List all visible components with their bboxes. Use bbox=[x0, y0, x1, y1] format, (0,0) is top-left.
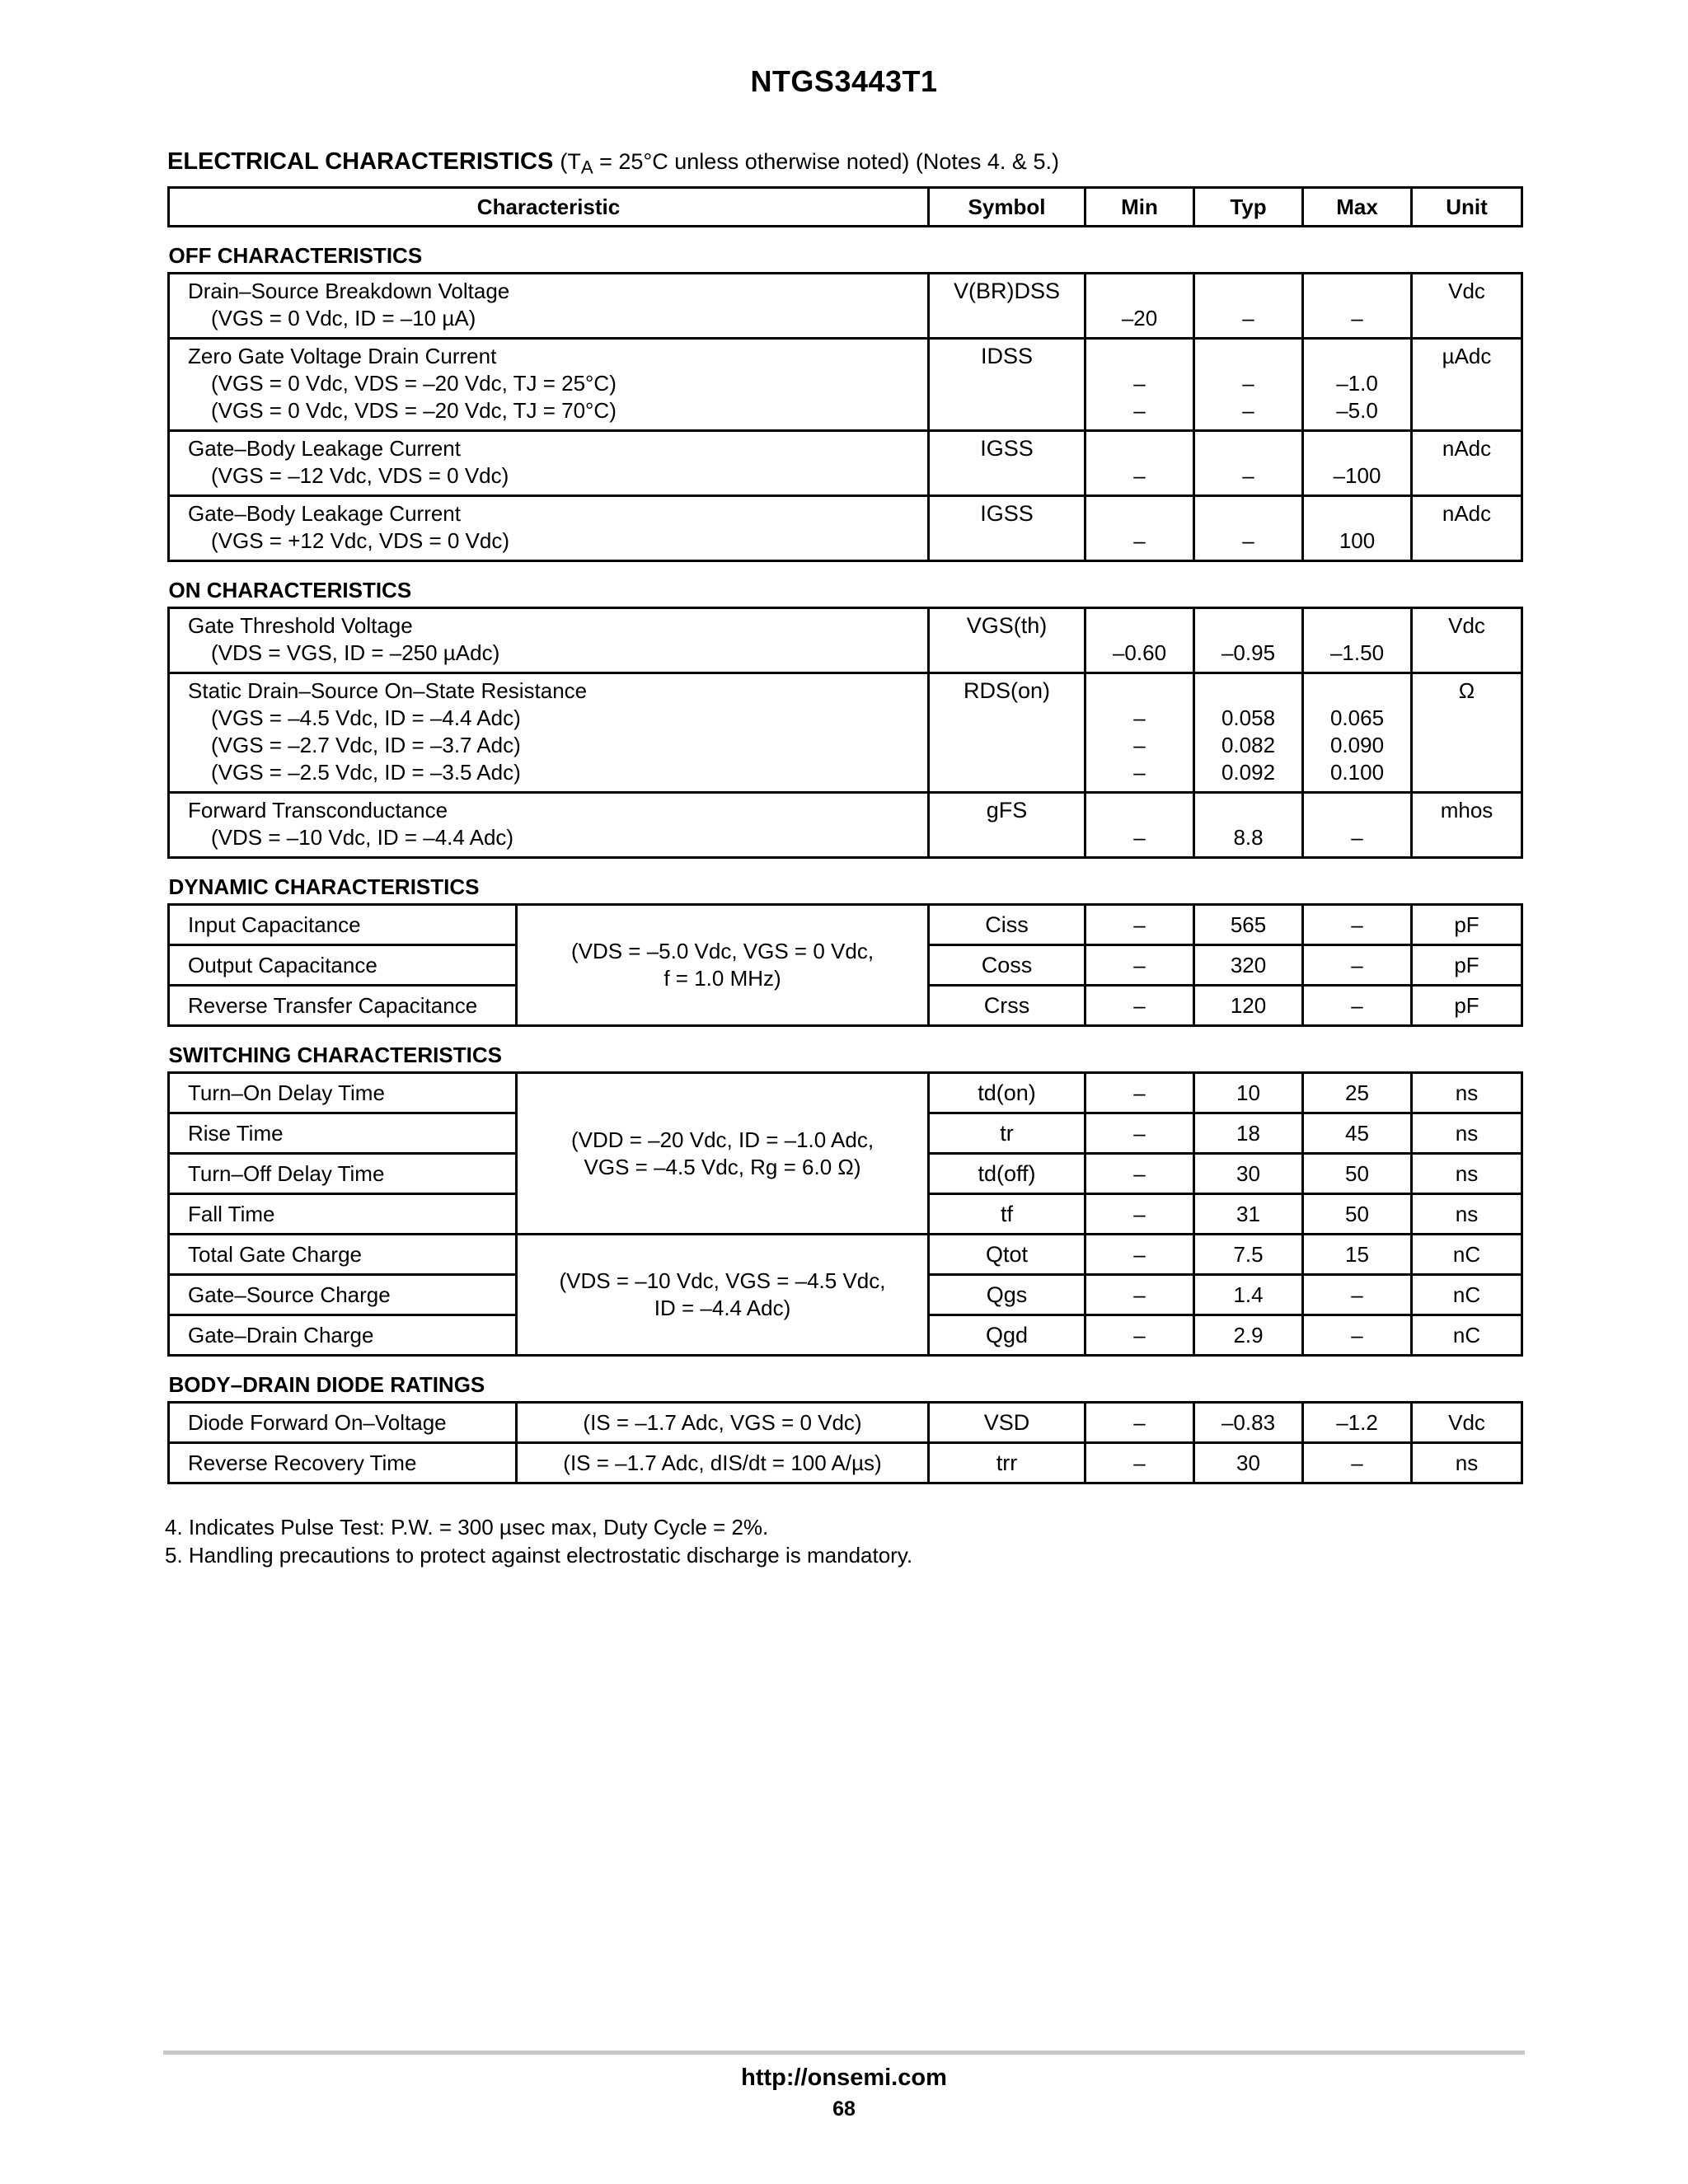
max-value: 0.090 bbox=[1329, 733, 1385, 757]
table-row bbox=[169, 1073, 1522, 1113]
typ-value: 0.092 bbox=[1221, 760, 1276, 785]
test-condition: (VDS = –5.0 Vdc, VGS = 0 Vdc, f = 1.0 MHz) bbox=[517, 905, 929, 1026]
max-value: – bbox=[1351, 825, 1363, 850]
unit-cell: nC bbox=[1412, 1315, 1522, 1356]
min-value: – bbox=[1085, 986, 1194, 1026]
column-header-typ: Typ bbox=[1194, 188, 1303, 227]
param-name: Drain–Source Breakdown Voltage bbox=[188, 279, 510, 303]
unit-cell: nC bbox=[1412, 1235, 1522, 1275]
test-condition: (VGS = +12 Vdc, VDS = 0 Vdc) bbox=[211, 528, 510, 553]
param-name: Gate–Drain Charge bbox=[169, 1315, 517, 1356]
symbol-cell: Qtot bbox=[929, 1235, 1085, 1275]
min-value: – bbox=[1133, 371, 1146, 396]
symbol-cell: Crss bbox=[929, 986, 1085, 1026]
param-name: Diode Forward On–Voltage bbox=[169, 1403, 517, 1443]
table-row bbox=[169, 673, 1522, 793]
param-name: Reverse Transfer Capacitance bbox=[169, 986, 517, 1026]
unit-cell: ns bbox=[1412, 1073, 1522, 1113]
typ-value: 30 bbox=[1194, 1443, 1303, 1483]
symbol-cell: IDSS bbox=[929, 339, 1085, 431]
typ-value: 18 bbox=[1194, 1113, 1303, 1154]
table-row bbox=[169, 274, 1522, 339]
param-name: Reverse Recovery Time bbox=[169, 1443, 517, 1483]
symbol-cell: VSD bbox=[929, 1403, 1085, 1443]
min-value: – bbox=[1085, 1275, 1194, 1315]
min-value: – bbox=[1133, 705, 1146, 730]
unit-cell: pF bbox=[1412, 905, 1522, 945]
max-value: – bbox=[1351, 306, 1363, 330]
table-row bbox=[169, 431, 1522, 496]
param-name: Static Drain–Source On–State Resistance bbox=[188, 678, 588, 703]
symbol-cell: td(off) bbox=[929, 1154, 1085, 1194]
footer-divider bbox=[163, 2050, 1525, 2055]
test-condition: (VDS = –10 Vdc, ID = –4.4 Adc) bbox=[211, 825, 514, 850]
unit-cell: µAdc bbox=[1412, 339, 1522, 431]
test-condition: (IS = –1.7 Adc, dIS/dt = 100 A/µs) bbox=[517, 1443, 929, 1483]
unit-cell: ns bbox=[1412, 1154, 1522, 1194]
typ-value: 120 bbox=[1194, 986, 1303, 1026]
max-value: –1.2 bbox=[1303, 1403, 1412, 1443]
unit-cell: Ω bbox=[1412, 673, 1522, 793]
param-name: Fall Time bbox=[169, 1194, 517, 1235]
min-value: – bbox=[1085, 1194, 1194, 1235]
symbol-cell: Coss bbox=[929, 945, 1085, 986]
min-value: – bbox=[1085, 1073, 1194, 1113]
section-heading bbox=[167, 148, 1059, 176]
typ-value: 31 bbox=[1194, 1194, 1303, 1235]
symbol-cell: RDS(on) bbox=[929, 673, 1085, 793]
typ-value: 8.8 bbox=[1233, 825, 1264, 850]
symbol-cell: Ciss bbox=[929, 905, 1085, 945]
typ-value: 565 bbox=[1194, 905, 1303, 945]
table-header-row bbox=[169, 188, 1522, 227]
typ-value: – bbox=[1242, 398, 1254, 423]
max-value: – bbox=[1303, 986, 1412, 1026]
symbol-cell: V(BR)DSS bbox=[929, 274, 1085, 339]
param-name: Zero Gate Voltage Drain Current bbox=[188, 344, 497, 368]
electrical-characteristics-table bbox=[167, 186, 1523, 1484]
max-value: – bbox=[1303, 1443, 1412, 1483]
param-name: Input Capacitance bbox=[169, 905, 517, 945]
max-value: 15 bbox=[1303, 1235, 1412, 1275]
typ-value: –0.95 bbox=[1221, 640, 1276, 665]
category-dynamic-characteristics: DYNAMIC CHARACTERISTICS bbox=[168, 874, 480, 899]
min-value: – bbox=[1085, 905, 1194, 945]
param-name: Total Gate Charge bbox=[169, 1235, 517, 1275]
max-value: –1.50 bbox=[1329, 640, 1385, 665]
footnotes bbox=[165, 1513, 912, 1569]
test-condition: (IS = –1.7 Adc, VGS = 0 Vdc) bbox=[517, 1403, 929, 1443]
min-value: – bbox=[1085, 1154, 1194, 1194]
symbol-cell: Qgs bbox=[929, 1275, 1085, 1315]
max-value: –5.0 bbox=[1336, 398, 1378, 423]
footer-url-link[interactable]: http://onsemi.com bbox=[741, 2064, 947, 2091]
page-number: 68 bbox=[832, 2097, 856, 2121]
column-header-unit: Unit bbox=[1412, 188, 1522, 227]
max-value: 0.100 bbox=[1329, 760, 1385, 785]
typ-value: – bbox=[1242, 463, 1254, 488]
max-value: –100 bbox=[1333, 463, 1381, 488]
max-value: 0.065 bbox=[1329, 705, 1385, 730]
min-value: – bbox=[1133, 760, 1146, 785]
symbol-cell: Qgd bbox=[929, 1315, 1085, 1356]
unit-cell: ns bbox=[1412, 1443, 1522, 1483]
symbol-cell: gFS bbox=[929, 793, 1085, 858]
param-name: Forward Transconductance bbox=[188, 798, 448, 823]
test-condition: (VGS = –12 Vdc, VDS = 0 Vdc) bbox=[211, 463, 509, 488]
symbol-cell: tr bbox=[929, 1113, 1085, 1154]
column-header-symbol: Symbol bbox=[929, 188, 1085, 227]
symbol-cell: IGSS bbox=[929, 496, 1085, 561]
symbol-cell: VGS(th) bbox=[929, 608, 1085, 673]
symbol-cell: IGSS bbox=[929, 431, 1085, 496]
unit-cell: nC bbox=[1412, 1275, 1522, 1315]
typ-value: 0.058 bbox=[1221, 705, 1276, 730]
min-value: – bbox=[1133, 733, 1146, 757]
unit-cell: Vdc bbox=[1412, 274, 1522, 339]
section-condition: ($T_A = 25^\circ C$ unless otherwise noted) (Notes 4. & 5.) bbox=[560, 149, 1059, 178]
table-row bbox=[169, 1443, 1522, 1483]
unit-cell: nAdc bbox=[1412, 431, 1522, 496]
category-switching-characteristics: SWITCHING CHARACTERISTICS bbox=[168, 1043, 502, 1067]
category-body-drain-diode-ratings: BODY–DRAIN DIODE RATINGS bbox=[168, 1372, 485, 1397]
min-value: –20 bbox=[1121, 306, 1158, 330]
unit-cell: pF bbox=[1412, 986, 1522, 1026]
test-condition: (VDS = –10 Vdc, VGS = –4.5 Vdc, ID = –4.4 Adc) bbox=[517, 1235, 929, 1356]
symbol-cell: td(on) bbox=[929, 1073, 1085, 1113]
unit-cell: ns bbox=[1412, 1113, 1522, 1154]
typ-value: – bbox=[1242, 306, 1254, 330]
symbol-cell: trr bbox=[929, 1443, 1085, 1483]
test-condition: (VDS = VGS, ID = –250 µAdc) bbox=[211, 640, 500, 665]
typ-value: 2.9 bbox=[1194, 1315, 1303, 1356]
max-value: 50 bbox=[1303, 1194, 1412, 1235]
param-name: Turn–On Delay Time bbox=[169, 1073, 517, 1113]
typ-value: 1.4 bbox=[1194, 1275, 1303, 1315]
typ-value: 10 bbox=[1194, 1073, 1303, 1113]
typ-value: 320 bbox=[1194, 945, 1303, 986]
typ-value: 30 bbox=[1194, 1154, 1303, 1194]
footnote-5: 5. Handling precautions to protect against electrostatic discharge is mandatory. bbox=[165, 1543, 913, 1568]
max-value: – bbox=[1303, 1315, 1412, 1356]
test-condition: (VGS = –2.7 Vdc, ID = –3.7 Adc) bbox=[211, 733, 521, 757]
max-value: 45 bbox=[1303, 1113, 1412, 1154]
param-name: Gate–Body Leakage Current bbox=[188, 501, 461, 526]
category-on-characteristics: ON CHARACTERISTICS bbox=[168, 578, 412, 602]
typ-value: 7.5 bbox=[1194, 1235, 1303, 1275]
min-value: – bbox=[1085, 1443, 1194, 1483]
footnote-4: 4. Indicates Pulse Test: P.W. = 300 µsec max, Duty Cycle = 2%. bbox=[165, 1515, 769, 1540]
min-value: – bbox=[1133, 398, 1146, 423]
column-header-min: Min bbox=[1085, 188, 1194, 227]
max-value: 50 bbox=[1303, 1154, 1412, 1194]
category-off-characteristics: OFF CHARACTERISTICS bbox=[168, 243, 423, 268]
min-value: – bbox=[1085, 1315, 1194, 1356]
typ-value: –0.83 bbox=[1194, 1403, 1303, 1443]
section-title: ELECTRICAL CHARACTERISTICS bbox=[167, 148, 554, 175]
param-name: Gate–Body Leakage Current bbox=[188, 436, 461, 461]
test-condition: (VGS = –2.5 Vdc, ID = –3.5 Adc) bbox=[211, 760, 521, 785]
typ-value: 0.082 bbox=[1221, 733, 1276, 757]
typ-value: – bbox=[1242, 371, 1254, 396]
unit-cell: pF bbox=[1412, 945, 1522, 986]
column-header-characteristic: Characteristic bbox=[169, 188, 929, 227]
min-value: –0.60 bbox=[1112, 640, 1167, 665]
table-row bbox=[169, 496, 1522, 561]
unit-cell: nAdc bbox=[1412, 496, 1522, 561]
max-value: –1.0 bbox=[1336, 371, 1378, 396]
test-condition: (VGS = 0 Vdc, ID = –10 µA) bbox=[211, 306, 476, 330]
unit-cell: mhos bbox=[1412, 793, 1522, 858]
unit-cell: Vdc bbox=[1412, 608, 1522, 673]
max-value: – bbox=[1303, 905, 1412, 945]
unit-cell: ns bbox=[1412, 1194, 1522, 1235]
min-value: – bbox=[1133, 825, 1146, 850]
param-name: Turn–Off Delay Time bbox=[169, 1154, 517, 1194]
table-row bbox=[169, 905, 1522, 945]
min-value: – bbox=[1085, 945, 1194, 986]
min-value: – bbox=[1085, 1403, 1194, 1443]
test-condition: (VDD = –20 Vdc, ID = –1.0 Adc, VGS = –4.5 Vdc, Rg = 6.0 Ω) bbox=[517, 1073, 929, 1235]
max-value: – bbox=[1303, 1275, 1412, 1315]
column-header-max: Max bbox=[1303, 188, 1412, 227]
typ-value: – bbox=[1242, 528, 1254, 553]
max-value: 100 bbox=[1339, 528, 1376, 553]
table-row bbox=[169, 793, 1522, 858]
test-condition: (VGS = 0 Vdc, VDS = –20 Vdc, TJ = 25°C) bbox=[211, 371, 617, 396]
min-value: – bbox=[1133, 463, 1146, 488]
table-row bbox=[169, 1403, 1522, 1443]
test-condition: (VGS = –4.5 Vdc, ID = –4.4 Adc) bbox=[211, 705, 521, 730]
max-value: – bbox=[1303, 945, 1412, 986]
param-name: Gate–Source Charge bbox=[169, 1275, 517, 1315]
symbol-cell: tf bbox=[929, 1194, 1085, 1235]
page-title: NTGS3443T1 bbox=[750, 64, 938, 98]
min-value: – bbox=[1133, 528, 1146, 553]
unit-cell: Vdc bbox=[1412, 1403, 1522, 1443]
table-row bbox=[169, 1235, 1522, 1275]
test-condition: (VGS = 0 Vdc, VDS = –20 Vdc, TJ = 70°C) bbox=[211, 398, 617, 423]
table-row bbox=[169, 339, 1522, 431]
param-name: Rise Time bbox=[169, 1113, 517, 1154]
max-value: 25 bbox=[1303, 1073, 1412, 1113]
param-name: Gate Threshold Voltage bbox=[188, 613, 413, 638]
min-value: – bbox=[1085, 1113, 1194, 1154]
min-value: – bbox=[1085, 1235, 1194, 1275]
param-name: Output Capacitance bbox=[169, 945, 517, 986]
table-row bbox=[169, 608, 1522, 673]
